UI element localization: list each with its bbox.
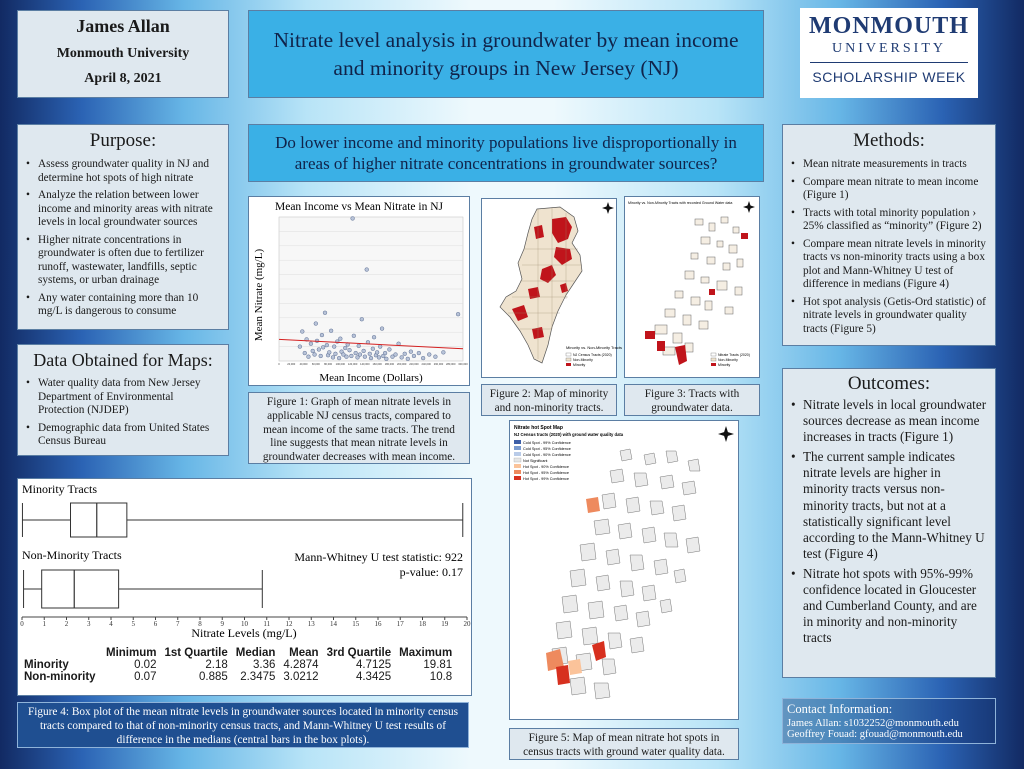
data-point: [317, 348, 321, 352]
x-tick-label: 6: [153, 620, 158, 628]
table-row: [20, 659, 456, 671]
figure3-map: [624, 196, 760, 378]
table-row: [20, 671, 456, 683]
table-cell: 4.3425: [355, 671, 392, 683]
box: [71, 503, 127, 537]
x-tick-label: 12: [285, 620, 293, 628]
box-plot: [18, 479, 471, 639]
table-cell: 4.7125: [355, 659, 392, 671]
data-point: [313, 353, 317, 357]
logo-sub: UNIVERSITY: [832, 41, 946, 56]
data-point: [307, 355, 311, 359]
legend-item: Hot Spot - 90% Confidence: [523, 465, 570, 469]
table-cell: Minority: [24, 659, 69, 671]
groundwater-tracts: [655, 217, 743, 355]
x-tick-label: 1: [42, 620, 46, 628]
table-cell: 3.0212: [283, 671, 319, 683]
minority-map: [482, 199, 623, 377]
data-point: [345, 355, 349, 359]
data-point: [417, 351, 421, 355]
legend-item: Hot Spot - 95% Confidence: [523, 471, 570, 475]
legend-item: Hot Spot - 99% Confidence: [523, 477, 570, 481]
figure1-caption: Figure 1: Graph of mean nitrate levels in applicable NJ census tracts, compared to mean income of the same tracts. The trend line suggests that mean nitrate levels in groundwater decreases with mean income.: [248, 392, 470, 464]
series-label: Non-Minority Tracts: [22, 548, 122, 562]
x-tick-label: 18: [419, 620, 426, 628]
map-title: Minority vs. Non-Minority Tracts: [566, 345, 623, 350]
data-item: • Demographic data from United States Census Bureau: [24, 422, 222, 449]
data-point: [300, 330, 304, 334]
methods-item: • Compare mean nitrate to mean income (Figure 1): [789, 176, 989, 203]
methods-item: • Tracts with total minority population › 25% classified as “minority” (Figure 2): [789, 207, 989, 234]
data-point: [314, 322, 318, 326]
x-tick-label: 15: [352, 620, 360, 628]
author-name: James Allan: [76, 16, 170, 36]
question-box: [248, 124, 764, 182]
x-tick-label: 14: [330, 620, 337, 628]
map-title: Nitrate hot Spot Map: [514, 425, 563, 431]
table-cell: 3.36: [253, 659, 276, 671]
methods-item: • Compare mean nitrate levels in minority tracts vs non-minority tracts using a box plot and Mann-Whitney U test of difference in medians (Figure 4): [789, 238, 989, 292]
methods-item: • Mean nitrate measurements in tracts: [789, 158, 989, 172]
data-point: [378, 345, 382, 349]
outcomes-item: • Nitrate levels in local groundwater sources decrease as mean income increases in tracts (Figure 1): [789, 397, 989, 445]
table-header: 3rd Quartile: [326, 647, 392, 659]
table-header: Mean: [289, 647, 319, 659]
contact-box: [782, 698, 996, 744]
contact-line: Geoffrey Fouad: gfouad@monmouth.edu: [787, 729, 963, 740]
data-point: [371, 347, 375, 351]
legend-item: NJ Census Tracts (2020): [573, 353, 612, 357]
data-point: [380, 327, 384, 331]
data-point: [368, 352, 372, 356]
data-point: [332, 345, 336, 349]
x-axis-label: Mean Income (Dollars): [319, 372, 423, 384]
title-box: [248, 10, 764, 98]
legend-title: NJ Census tracts (2020) with ground water quality data: [514, 432, 624, 437]
data-item: • Water quality data from New Jersey Department of Environmental Protection (NJDEP): [24, 377, 222, 418]
data-point: [352, 334, 356, 338]
data-point: [409, 350, 413, 354]
data-point: [372, 335, 376, 339]
data-point: [338, 337, 342, 341]
figure4-caption: Figure 4: Box plot of the mean nitrate levels in groundwater sources located in minority census tracts compared to that of non-minority census tracts, and Mann-Whitney U test results of difference in the medians (central bars in the box plots).: [17, 702, 469, 748]
data-point: [329, 329, 333, 333]
scatter-plot: [249, 197, 469, 385]
x-tick-label: 140,000: [360, 363, 370, 366]
legend-item: Cold Spot - 90% Confidence: [523, 453, 571, 457]
legend-item: Non-Minority: [718, 358, 738, 362]
legend-item: Cold Spot - 99% Confidence: [523, 441, 571, 445]
purpose-item: • Higher nitrate concentrations in groundwater is often due to fertilizer runoff, wastewater, landfills, septic systems, or urban drainage: [24, 234, 222, 288]
x-tick-label: 200,000: [396, 363, 407, 366]
x-tick-label: 9: [220, 620, 224, 628]
x-tick-label: 240,000: [421, 363, 431, 366]
legend-item: Non-Minority: [573, 358, 593, 362]
data-point: [337, 356, 341, 360]
north-arrow-icon: [718, 426, 734, 442]
x-tick-label: 120,000: [347, 363, 358, 366]
data-point: [311, 349, 315, 353]
outcomes-box: [782, 368, 996, 678]
table-header: Minimum: [106, 647, 157, 659]
data-obtained-heading: Data Obtained for Maps:: [33, 350, 213, 370]
data-point: [384, 357, 388, 361]
x-tick-label: 80,000: [324, 363, 333, 366]
table-cell: 0.07: [134, 671, 157, 683]
data-point: [349, 354, 353, 358]
poster-title: Nitrate level analysis in groundwater by mean income and minority groups in New Jersey (NJ): [273, 27, 739, 80]
table-header: 1st Quartile: [164, 647, 228, 659]
x-tick-label: 17: [396, 620, 404, 628]
table-cell: 0.02: [134, 659, 157, 671]
figure2-map: [481, 198, 623, 378]
x-tick-label: 7: [176, 620, 180, 628]
table-cell: 19.81: [423, 659, 453, 671]
university-logo: [800, 8, 978, 98]
x-tick-label: 20,000: [287, 363, 296, 366]
data-point: [362, 349, 366, 353]
x-tick-label: 2: [64, 620, 69, 628]
data-point: [403, 352, 407, 356]
x-tick-label: 100,000: [335, 363, 346, 366]
data-point: [298, 345, 302, 349]
y-axis-label: Mean Nitrate (mg/L): [253, 248, 265, 342]
legend-item: Minority: [718, 363, 731, 367]
data-point: [325, 343, 329, 347]
data-point: [323, 311, 327, 315]
north-arrow-icon: [743, 201, 755, 213]
data-point: [412, 354, 416, 358]
x-tick-label: 4: [109, 620, 113, 628]
data-point: [331, 356, 335, 360]
data-obtained-box: [17, 344, 229, 456]
figure5-caption: Figure 5: Map of mean nitrate hot spots in census tracts with ground water quality data.: [509, 728, 739, 760]
table-header: Maximum: [399, 647, 453, 659]
x-axis-label: Nitrate Levels (mg/L): [191, 626, 297, 640]
table-header: Median: [235, 647, 276, 659]
x-tick-label: 0: [278, 363, 280, 366]
data-point: [334, 352, 338, 356]
hotspot-map: [510, 421, 738, 719]
data-point: [319, 354, 323, 358]
x-tick-label: 160,000: [372, 363, 382, 366]
outcomes-item: • Nitrate hot spots with 95%-99% confidence located in Gloucester and Cumberland County, and are in minority and non-minority tracts: [789, 566, 989, 646]
purpose-item: • Analyze the relation between lower income and minority areas with nitrate levels in local groundwater sources: [24, 189, 222, 230]
table-cell: 0.885: [198, 671, 228, 683]
figure4-chart: [17, 478, 472, 696]
north-arrow-icon: [602, 202, 614, 214]
data-point: [360, 317, 364, 321]
research-question: Do lower income and minority populations live disproportionally in areas of higher nitrate concentrations in groundwater sources?: [275, 132, 737, 173]
legend-item: Minority: [573, 363, 586, 367]
data-point: [351, 217, 355, 221]
data-point: [375, 350, 379, 354]
data-point: [394, 353, 398, 357]
author-box: [17, 10, 229, 98]
data-point: [354, 351, 358, 355]
figure3-caption: Figure 3: Tracts with groundwater data.: [624, 384, 760, 416]
data-point: [343, 346, 347, 350]
table-cell: 2.18: [205, 659, 228, 671]
data-point: [320, 333, 324, 337]
table-cell: 2.3475: [240, 671, 276, 683]
contact-heading: Contact Information:: [787, 702, 893, 716]
x-tick-label: 180,000: [384, 363, 395, 366]
legend-item: Nitrate Tracts (2020): [718, 353, 750, 357]
series-label: Minority Tracts: [22, 482, 98, 496]
data-point: [348, 348, 352, 352]
map-title: Minority vs. Non-Minority Tracts with recorded Ground Water data: [628, 201, 733, 205]
outcomes-heading: Outcomes:: [847, 373, 931, 394]
x-tick-label: 60,000: [311, 363, 320, 366]
x-tick-label: 0: [20, 620, 24, 628]
figure5-map: [509, 420, 739, 720]
logo-event: SCHOLARSHIP WEEK: [812, 69, 966, 85]
data-point: [427, 353, 431, 357]
data-point: [434, 355, 438, 359]
data-point: [441, 350, 445, 354]
legend-item: Cold Spot - 95% Confidence: [523, 447, 571, 451]
x-tick-label: 3: [87, 620, 91, 628]
x-tick-label: 260,000: [433, 363, 444, 366]
data-point: [421, 356, 425, 360]
data-point: [357, 344, 361, 348]
data-point: [309, 342, 313, 346]
table-cell: 10.8: [429, 671, 453, 683]
legend-item: Not Significant: [523, 459, 548, 463]
data-point: [327, 350, 331, 354]
author-institution: Monmouth University: [56, 46, 190, 61]
purpose-item: • Any water containing more than 10 mg/L is dangerous to consume: [24, 292, 222, 319]
table-header: [20, 647, 102, 659]
purpose-heading: Purpose:: [89, 130, 157, 151]
x-tick-label: 220,000: [409, 363, 419, 366]
figure1-chart: [248, 196, 470, 386]
data-point: [303, 351, 307, 355]
x-tick-label: 40,000: [299, 363, 308, 366]
summary-table: [20, 647, 456, 683]
table-cell: Non-minority: [24, 671, 96, 683]
mann-whitney-stat: Mann-Whitney U test statistic: 922: [294, 550, 463, 564]
data-point: [363, 355, 367, 359]
data-point: [377, 356, 381, 360]
x-tick-label: 13: [307, 620, 315, 628]
data-point: [358, 353, 362, 357]
author-date: April 8, 2021: [84, 71, 162, 86]
x-tick-label: 19: [441, 620, 449, 628]
hotspot-legend: [514, 440, 571, 481]
x-tick-label: 8: [198, 620, 202, 628]
contact-line: James Allan: s1032252@monmouth.edu: [787, 718, 959, 729]
purpose-box: [17, 124, 229, 330]
chart-title: Mean Income vs Mean Nitrate in NJ: [275, 201, 443, 213]
outcomes-item: • The current sample indicates nitrate levels are higher in minority tracts versus non-minority tracts, but not at a statistically significant level according to the Mann-Whitney U test (Figure 4): [789, 449, 989, 562]
data-point: [406, 357, 410, 361]
x-tick-label: 5: [131, 620, 135, 628]
methods-item: • Hot spot analysis (Getis-Ord statistic) of nitrate levels in groundwater quality tracts (Figure 5): [789, 296, 989, 337]
x-tick-label: 280,000: [446, 363, 456, 366]
x-tick-label: 20: [463, 620, 471, 628]
methods-heading: Methods:: [853, 130, 925, 151]
x-tick-label: 11: [263, 620, 271, 628]
figure2-caption: Figure 2: Map of minority and non-minority tracts.: [481, 384, 617, 416]
table-cell: 4.2874: [283, 659, 319, 671]
x-tick-label: 16: [374, 620, 382, 628]
data-point: [388, 348, 392, 352]
p-value: p-value: 0.17: [399, 565, 463, 579]
groundwater-tracts-map: [625, 197, 759, 377]
data-point: [369, 356, 373, 360]
data-point: [456, 312, 460, 316]
box: [42, 570, 119, 608]
data-point: [400, 356, 404, 360]
logo-name: MONMOUTH: [809, 13, 969, 39]
x-tick-label: 10: [241, 620, 248, 628]
data-point: [321, 345, 325, 349]
purpose-item: • Assess groundwater quality in NJ and determine hot spots of high nitrate: [24, 158, 222, 185]
data-point: [383, 351, 387, 355]
data-point: [365, 268, 369, 272]
methods-box: [782, 124, 996, 346]
x-tick-label: 300,000: [458, 363, 468, 366]
